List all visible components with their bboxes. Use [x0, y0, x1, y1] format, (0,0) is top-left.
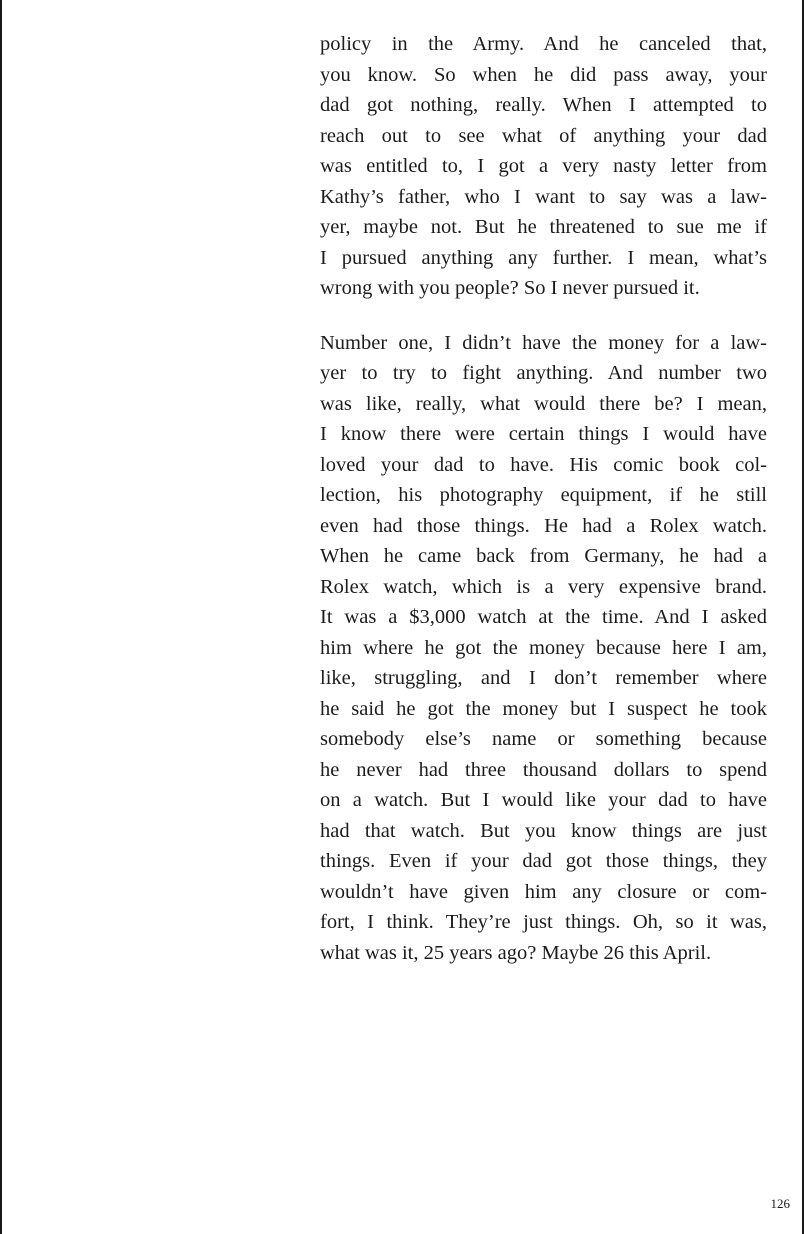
text-line: even had those things. He had a Rolex watch.: [320, 514, 767, 537]
text-line: yer to try to fight anything. And number two: [320, 362, 767, 384]
text-line: fort, I think. They’re just things. Oh, so it was,: [320, 911, 767, 933]
paragraph-1: [320, 29, 767, 304]
text-line: he never had three thousand dollars to spend: [320, 758, 767, 781]
text-line: on a watch. But I would like your dad to have: [320, 789, 767, 811]
text-line: loved your dad to have. His comic book col-: [320, 453, 767, 476]
text-line: had that watch. But you know things are just: [320, 819, 767, 842]
text-line: things. Even if your dad got those things, they: [320, 850, 767, 872]
text-line: Rolex watch, which is a very expensive brand.: [320, 575, 767, 598]
text-line: like, struggling, and I don’t remember where: [320, 667, 767, 689]
text-line: I know there were certain things I would have: [320, 423, 767, 445]
text-line: Kathy’s father, who I want to say was a law-: [320, 185, 767, 208]
text-line: was like, really, what would there be? I mean,: [320, 392, 767, 415]
text-line: he said he got the money but I suspect he took: [320, 697, 767, 720]
page-number: 126: [770, 1196, 790, 1211]
text-line: him where he got the money because here I am,: [320, 636, 767, 659]
text-line: yer, maybe not. But he threatened to sue me if: [320, 216, 767, 238]
text-line: wouldn’t have given him any closure or com-: [320, 880, 767, 903]
text-line: was entitled to, I got a very nasty letter from: [320, 155, 767, 177]
text-line: policy in the Army. And he canceled that,: [320, 33, 767, 55]
paragraph-spacer: [320, 304, 767, 328]
text-line: It was a $3,000 watch at the time. And I asked: [320, 606, 767, 628]
text-line: dad got nothing, really. When I attempted to: [320, 94, 767, 116]
text-line: wrong with you people? So I never pursued it.: [320, 277, 700, 299]
text-column: [320, 29, 767, 968]
text-line: I pursued anything any further. I mean, what’s: [320, 246, 767, 269]
text-line: somebody else’s name or something because: [320, 728, 767, 750]
text-line: what was it, 25 years ago? Maybe 26 this April.: [320, 941, 712, 964]
text-line: you know. So when he did pass away, your: [320, 63, 767, 86]
text-line: reach out to see what of anything your dad: [320, 124, 767, 147]
text-line: When he came back from Germany, he had a: [320, 545, 767, 567]
paragraph-2: [320, 328, 767, 969]
text-line: Number one, I didn’t have the money for a law-: [320, 331, 767, 354]
text-line: lection, his photography equipment, if he still: [320, 484, 767, 506]
